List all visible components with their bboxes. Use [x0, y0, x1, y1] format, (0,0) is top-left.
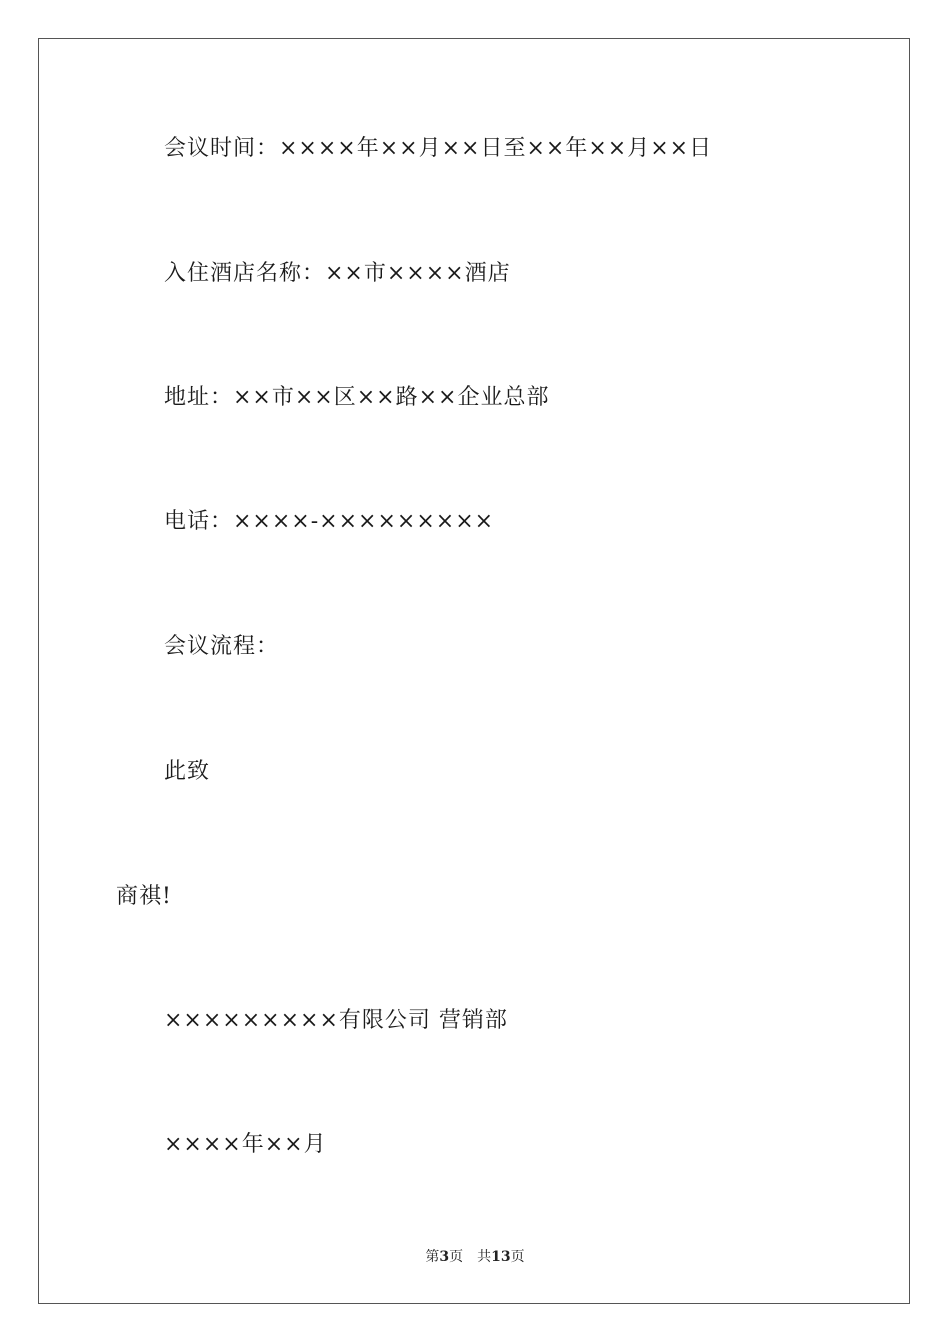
address-line: 地址：××市××区××路××企业总部 [164, 385, 550, 410]
page-suffix: 页 [449, 1249, 464, 1265]
phone-line: 电话：××××-××××××××× [164, 509, 495, 534]
meeting-agenda-line: 会议流程： [164, 634, 280, 659]
page-frame [38, 38, 910, 1304]
sender-date: ××××年××月 [164, 1132, 327, 1157]
total-pages: 13 [491, 1249, 511, 1265]
total-prefix: 共 [477, 1249, 492, 1265]
page-number: 3 [439, 1249, 450, 1265]
page-prefix: 第 [425, 1249, 440, 1265]
hotel-name-line: 入住酒店名称：××市××××酒店 [164, 261, 511, 286]
page-footer [0, 1248, 950, 1266]
meeting-time-line: 会议时间：××××年××月××日至××年××月××日 [164, 136, 713, 161]
total-suffix: 页 [510, 1249, 525, 1265]
closing-salutation: 此致 [164, 759, 211, 784]
closing-regards: 商祺! [116, 884, 172, 909]
sender-company: ×××××××××有限公司 营销部 [164, 1008, 508, 1033]
